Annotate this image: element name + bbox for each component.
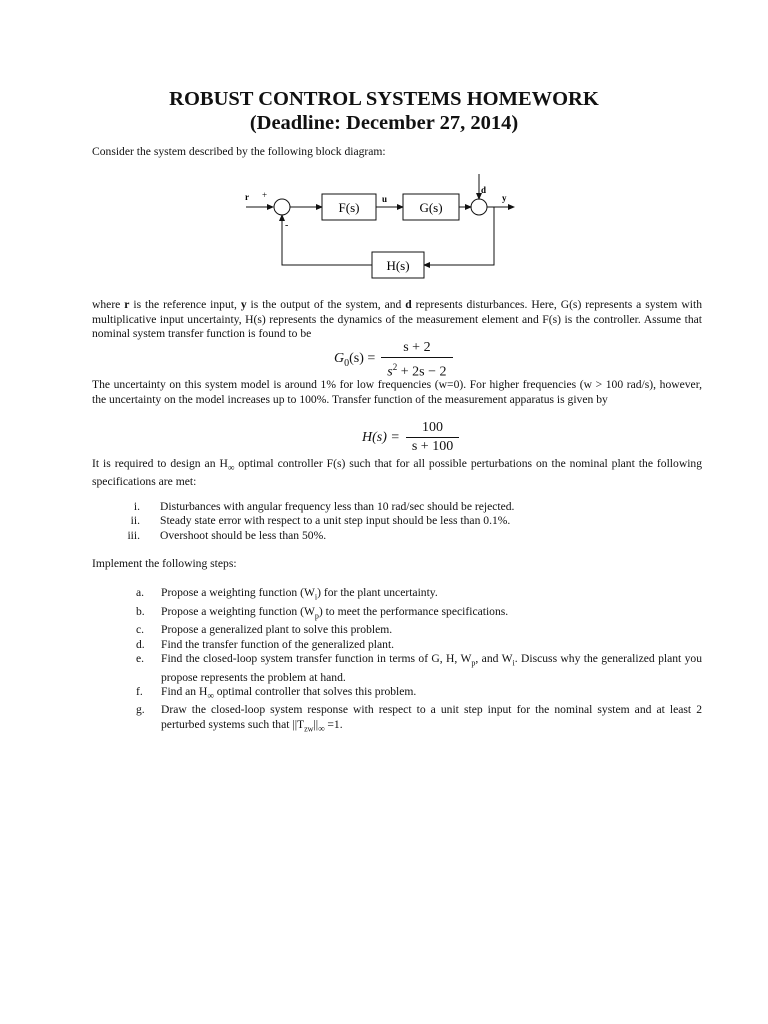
uncertainty-paragraph: The uncertainty on this system model is around 1% for low frequencies (w=0). For higher frequencies (w > 100 rad/s), however, the uncertainty on the model increases up to 100%. Transfer function of the measurement apparatus is given by bbox=[92, 378, 702, 406]
infinity-symbol: ∞ bbox=[227, 462, 235, 473]
g0-equation bbox=[334, 340, 453, 381]
g0-denominator: $s^2 + 2s - 2$ bbox=[381, 357, 452, 381]
list-item: d. Find the transfer function of the generalized plant. bbox=[136, 637, 395, 651]
title-line-2: (Deadline: December 27, 2014) bbox=[249, 112, 519, 134]
g0-lhs: $G_0(s)$ = bbox=[334, 351, 376, 370]
list-item: i. Disturbances with angular frequency less than 10 rad/sec should be rejected. bbox=[133, 500, 515, 513]
summing-junction-2 bbox=[471, 199, 487, 215]
summing-junction-1 bbox=[274, 199, 290, 215]
desc-y: y bbox=[240, 298, 247, 311]
block-g-label: G(s) bbox=[419, 200, 443, 215]
label-d: d bbox=[481, 185, 487, 195]
h-lhs: H(s) = bbox=[362, 429, 400, 445]
requirement-paragraph: It is required to design an $H_\infty$ optimal controller F(s) such that for all possible perturbations on the nominal plant the following specifications are met: bbox=[92, 457, 703, 488]
desc-text-1: where bbox=[92, 298, 125, 311]
list-item: b. Propose a weighting function $(W_p)$ to meet the performance specifications. bbox=[136, 604, 509, 621]
label-r: r bbox=[245, 192, 249, 202]
list-item: iii. Overshoot should be less than 50%. bbox=[127, 528, 327, 542]
h-numerator: 100 bbox=[422, 420, 444, 435]
list-item: g. Draw the closed-loop system response with respect to a unit step input for the nominal system and at least 2 perturbed systems such that $||T_{zw}||_\infty =1$. bbox=[136, 703, 702, 733]
title-line-1: ROBUST CONTROL SYSTEMS HOMEWORK bbox=[169, 88, 599, 110]
steps-intro: Implement the following steps: bbox=[92, 557, 237, 570]
description-paragraph bbox=[92, 298, 702, 342]
intro-text: Consider the system described by the following block diagram: bbox=[92, 145, 386, 158]
list-item: c. Propose a generalized plant to solve this problem. bbox=[136, 623, 393, 637]
h-fraction bbox=[406, 420, 459, 455]
block-diagram bbox=[230, 170, 530, 280]
block-h-label: H(s) bbox=[386, 258, 410, 273]
desc-d: d bbox=[405, 298, 412, 311]
list-item: ii. Steady state error with respect to a unit step input should be less than 0.1%. bbox=[130, 514, 511, 528]
h-denominator: s + 100 bbox=[406, 437, 459, 455]
label-u: u bbox=[382, 194, 388, 204]
desc-r: r bbox=[124, 298, 130, 311]
feedback-path-left bbox=[282, 215, 372, 265]
desc-text-2: is the reference input, bbox=[129, 298, 241, 311]
h-equation bbox=[362, 420, 459, 455]
list-item: a. Propose a weighting function $(W_i)$ for the plant uncertainty. bbox=[136, 586, 438, 602]
label-plus: + bbox=[262, 190, 268, 200]
block-f-label: F(s) bbox=[338, 200, 360, 215]
desc-text-3: is the output of the system, and bbox=[246, 298, 406, 311]
desc-text-4: represents disturbances. Here, G(s) represents a system with multiplicative input uncertainty, H(s) represents the dynamics of the measurement element and F(s) is the controller. Assume that nominal system transfer function is found to be bbox=[92, 298, 702, 340]
g0-numerator: s + 2 bbox=[403, 340, 431, 355]
list-item: f. Find an $H_\infty$ optimal controller that solves this problem. bbox=[136, 685, 417, 701]
label-y: y bbox=[502, 193, 507, 203]
specifications-list bbox=[118, 500, 678, 543]
g0-fraction bbox=[381, 340, 452, 381]
steps-list bbox=[136, 586, 702, 736]
label-minus: - bbox=[285, 220, 289, 231]
list-item: e. Find the closed-loop system transfer function in terms of G, H, $W_p$, and $W_i$. Discuss why the generalized plant you propose represents the problem at hand. bbox=[136, 652, 702, 684]
